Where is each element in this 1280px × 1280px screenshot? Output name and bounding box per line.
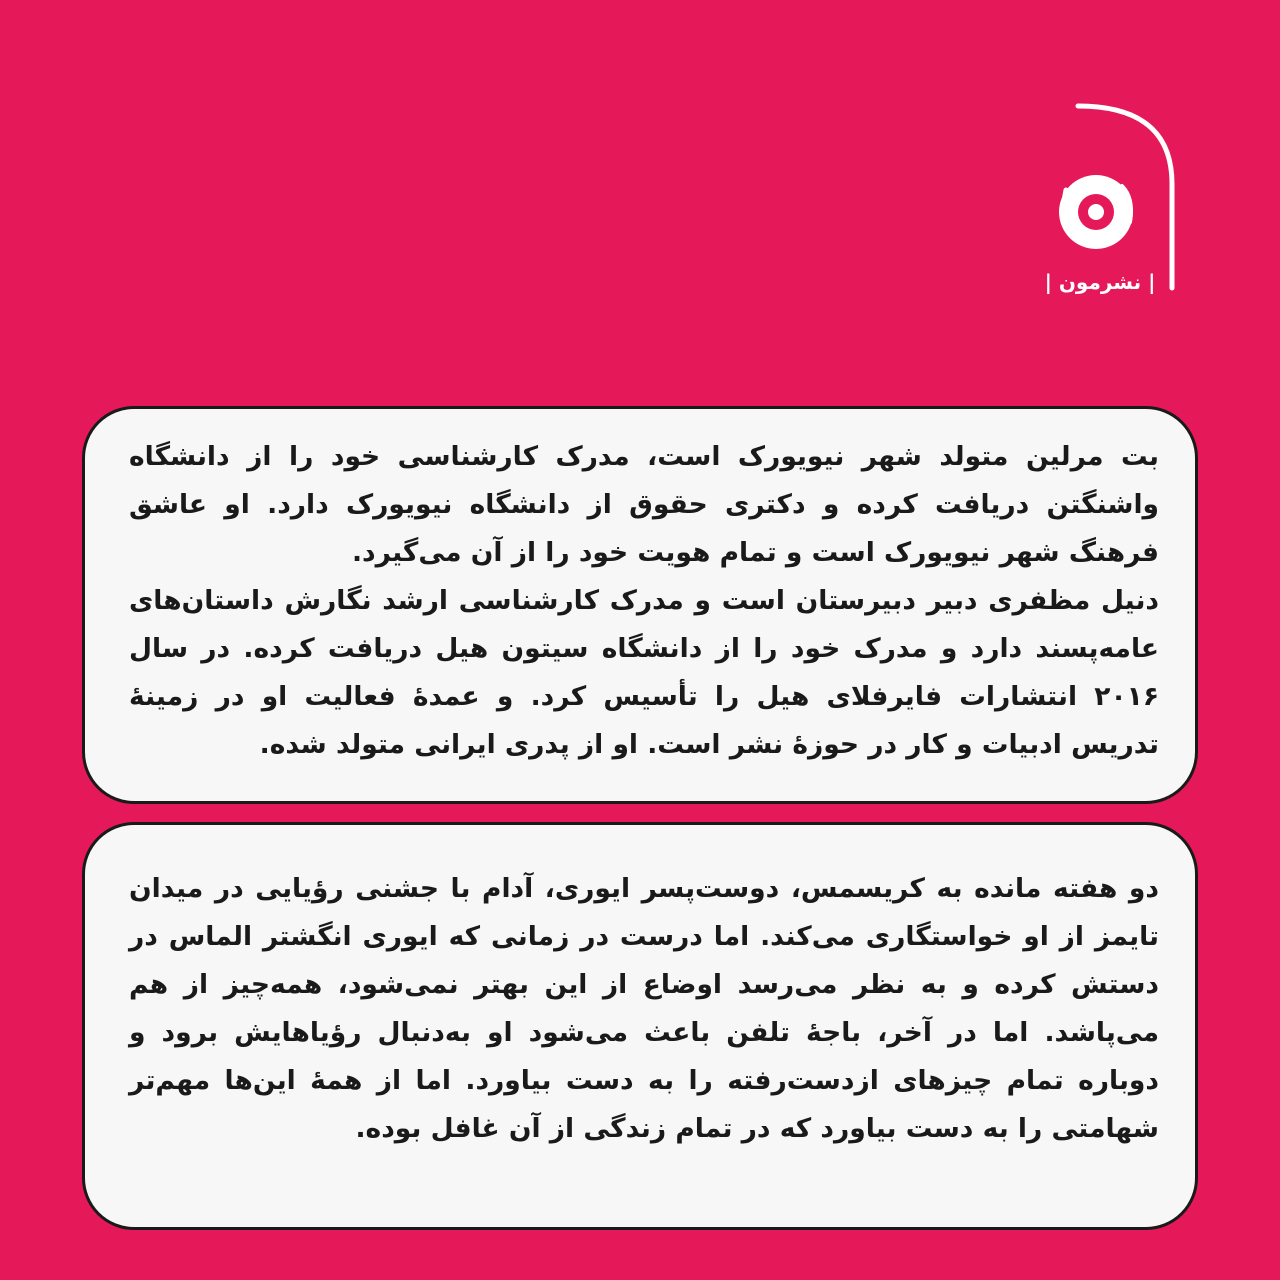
author-bio-beth-merlin: بت مرلین متولد شهر نیویورک است، مدرک کارشناسی خود را از دانشگاه واشنگتن دریافت کرده و دکتری حقوق از دانشگاه نیویورک دارد. او عاشق فرهنگ شهر نیویورک است و تمام هویت خود را از آن می‌گیرد. — [129, 441, 1159, 568]
summary-card — [82, 822, 1198, 1230]
logo-text: | نشرمون | — [1044, 270, 1156, 294]
author-bio-daniel-mozaffari: دنیل مظفری دبیر دبیرستان است و مدرک کارشناسی ارشد نگارش داستان‌های عامه‌پسند دارد و مدرک خود را از دانشگاه سیتون هیل دریافت کرده. در سال ۲۰۱۶ انتشارات فایرفلای هیل را تأسیس کرد. و عمدهٔ فعالیت او در زمینهٔ تدریس ادبیات و کار در حوزهٔ نشر است. او از پدری ایرانی متولد شده. — [129, 585, 1159, 760]
brand-logo — [1030, 98, 1180, 308]
book-summary: دو هفته مانده به کریسمس، دوست‌پسر ایوری، آدام با جشنی رؤیایی در میدان تایمز از او خواستگاری می‌کند. اما درست در زمانی که ایوری انگشتر الماس در دستش کرده و به نظر می‌رسد اوضاع از این بهتر نمی‌شود، همه‌چیز از هم می‌پاشد. اما در آخر، باجهٔ تلفن باعث می‌شود او به‌دنبال رؤیاهایش برود و دوباره تمام چیزهای ازدست‌رفته را به دست بیاورد. اما از همهٔ این‌ها مهم‌تر شهامتی را به دست بیاورد که در تمام زندگی از آن غافل بوده. — [129, 873, 1159, 1144]
authors-card — [82, 406, 1198, 804]
